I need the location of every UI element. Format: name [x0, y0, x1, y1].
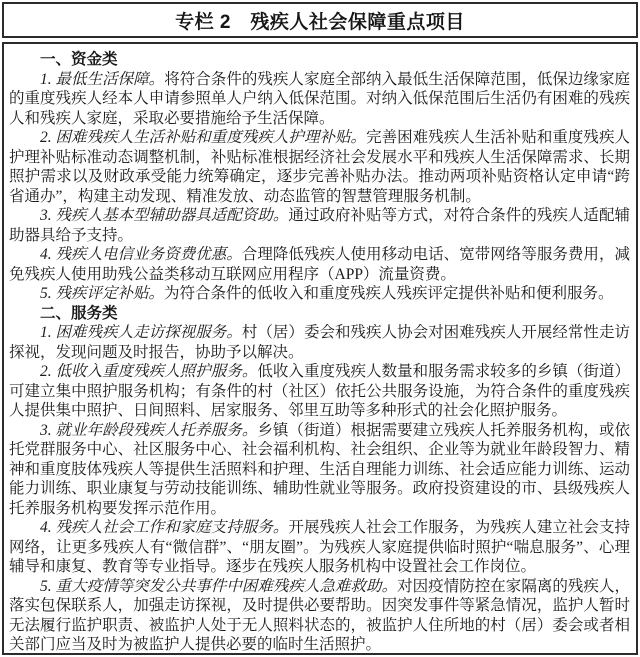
section-heading-funds: 一、资金类: [40, 51, 118, 68]
item-funds-1-body: 将符合条件的残疾人家庭全部纳入最低生活保障范围，低保边缘家庭的重度残疾人经本人申请参照单人户纳入低保范围。对纳入低保范围后生活仍有困难的残疾人和残疾人家庭，采取必要措施给予生活保障。: [9, 70, 630, 127]
item-services-2-lead: 2. 低收入重度残疾人照护服务。: [40, 363, 258, 380]
item-funds-4: [9, 245, 630, 284]
panel-body-box: [2, 42, 638, 655]
item-funds-5-body: 为符合条件的低收入和重度残疾人残疾评定提供补贴和便利服务。: [164, 285, 614, 302]
item-services-5: [9, 577, 630, 655]
item-funds-5-lead: 5. 残疾评定补贴。: [40, 285, 165, 302]
item-funds-5: [9, 284, 630, 304]
item-funds-3-body: 通过政府补贴等方式，对符合条件的残疾人适配辅助器具给予支持。: [9, 207, 630, 244]
panel-title-box: [2, 2, 638, 38]
item-services-4: [9, 518, 630, 577]
item-funds-4-body: 合理降低残疾人使用移动电话、宽带网络等服务费用，减免残疾人使用助残公益类移动互联网应用程序（APP）流量资费。: [9, 246, 630, 283]
item-services-2: [9, 362, 630, 421]
item-funds-1-lead: 1. 最低生活保障。: [40, 70, 165, 88]
section-heading-services: 二、服务类: [40, 304, 118, 322]
item-services-1: [9, 323, 630, 362]
item-services-1-lead: 1. 困难残疾人走访探视服务。: [40, 324, 242, 341]
item-services-5-lead: 5. 重大疫情等突发公共事件中困难残疾人急难救助。: [40, 577, 398, 595]
item-funds-4-lead: 4. 残疾人电信业务资费优惠。: [40, 246, 242, 263]
item-funds-1: [9, 70, 630, 129]
item-funds-3-lead: 3. 残疾人基本型辅助器具适配资助。: [40, 207, 289, 224]
item-funds-2-body: 完善困难残疾人生活补贴和重度残疾人护理补贴标准动态调整机制，补贴标准根据经济社会发展水平和残疾人生活保障需求、长期照护需求以及财政承受能力统筹确定，逐步完善补贴办法。推动两项补贴资格认定申请“跨省通办”，构建主动发现、精准发放、动态监管的智慧管理服务机制。: [9, 129, 630, 205]
item-funds-2-lead: 2. 困难残疾人生活补贴和重度残疾人护理补贴。: [40, 129, 367, 146]
item-services-4-body: 开展残疾人社会工作服务，为残疾人建立社会支持网络，让更多残疾人有“微信群”、“朋友圈”。为残疾人家庭提供临时照护“喘息服务”、心理辅导和康复、教育等专业指导。逐步在残疾人服务机构中设置社会工作岗位。: [9, 519, 630, 575]
item-funds-3: [9, 206, 630, 245]
item-services-3-lead: 3. 就业年龄段残疾人托养服务。: [40, 421, 258, 439]
item-services-5-body: 对因疫情防控在家隔离的残疾人，落实包保联系人，加强走访探视，及时提供必要帮助。因突发事件等紧急情况，监护人暂时无法履行监护职责、被监护人处于无人照料状态的，被监护人住所地的村（居）委会或者相关部门应当及时为被监护人提供必要的临时生活照护。: [9, 577, 630, 653]
item-services-4-lead: 4. 残疾人社会工作和家庭支持服务。: [40, 519, 289, 536]
item-funds-2: [9, 128, 630, 206]
item-services-2-body: 低收入重度残疾人数量和服务需求较多的乡镇（街道）可建立集中照护服务机构；有条件的村（社区）依托公共服务设施，为符合条件的重度残疾人提供集中照护、日间照料、居家服务、邻里互助等多种形式的社会化照护服务。: [9, 363, 630, 419]
panel-title: 专栏 2 残疾人社会保障重点项目: [175, 11, 465, 33]
item-services-3-body: 乡镇（街道）根据需要建立残疾人托养服务机构，或依托党群服务中心、社区服务中心、社会福利机构、社会组织、企业等为就业年龄段智力、精神和重度肢体残疾人等提供生活照料和护理、生活自理能力训练、社会适应能力训练、运动能力训练、职业康复与劳动技能训练、辅助性就业等服务。政府投资建设的市、县级残疾人托养服务机构要发挥示范作用。: [9, 421, 630, 517]
item-services-1-body: 村（居）委会和残疾人协会对困难残疾人开展经常性走访探视，发现问题及时报告，协助予以解决。: [9, 324, 630, 361]
item-services-3: [9, 421, 630, 519]
